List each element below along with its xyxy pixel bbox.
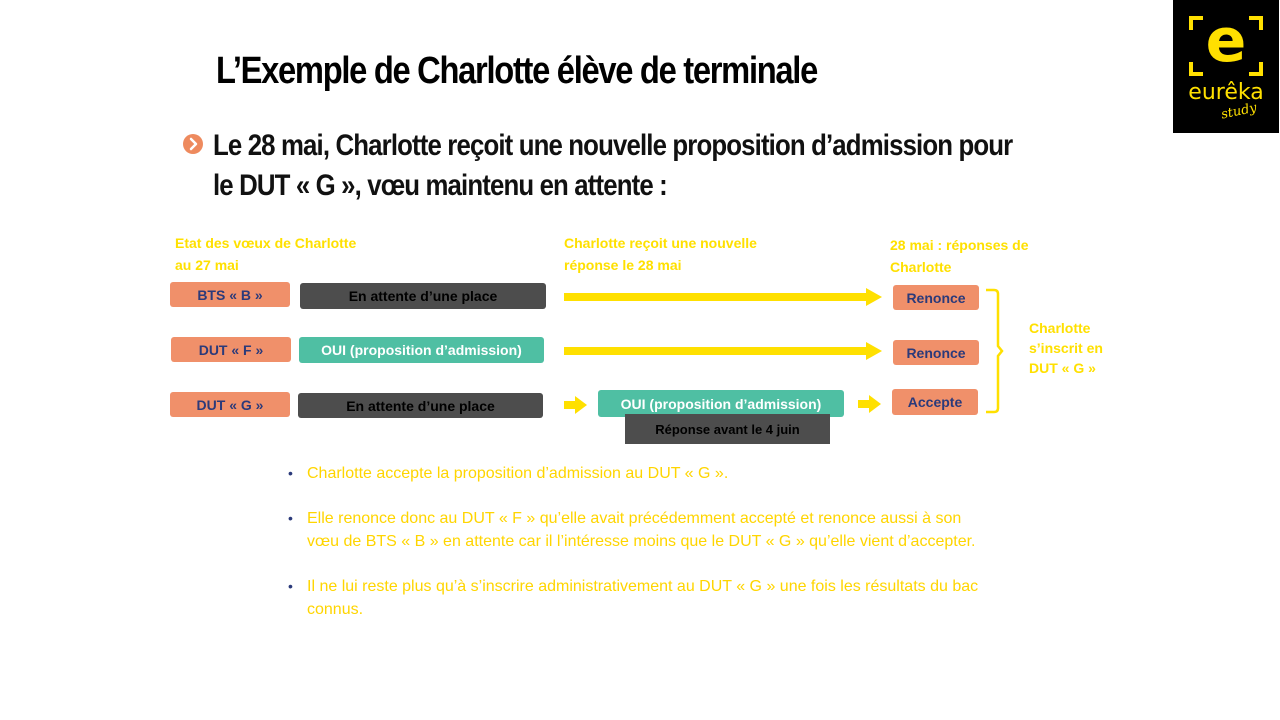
reponse-dut-g: Accepte [892,389,978,415]
intro-line-1: Le 28 mai, Charlotte reçoit une nouvelle proposition d’admission pour [213,129,1013,162]
etat-dut-f: OUI (proposition d’admission) [299,337,544,363]
bullet-item [288,462,1048,485]
logo-letter: e [1205,6,1247,76]
header-line: réponse le 28 mai [564,257,682,273]
bullet-line: connus. [307,601,364,618]
bullet-line: • Il ne lui reste plus qu’à s’inscrire administrativement au DUT « G » une fois les résultats du bac [307,578,979,595]
delai-reponse: Réponse avant le 4 juin [625,414,830,444]
long-arrow-icon [564,342,884,360]
etat-bts-b: En attente d’une place [300,283,546,309]
bullet-line: vœu de BTS « B » en attente car il l’intéresse moins que le DUT « G » qu’elle vient d’accepter. [307,533,976,550]
header-line: Charlotte reçoit une nouvelle [564,235,757,251]
intro-line-2: le DUT « G », vœu maintenu en attente : [213,169,667,202]
arrow-circle-right-icon [183,134,203,154]
slide-title: L’Exemple de Charlotte élève de terminale [216,50,817,92]
conclusion-line: DUT « G » [1029,360,1096,376]
conclusion-line: Charlotte [1029,320,1091,336]
bullet-line: • Charlotte accepte la proposition d’admission au DUT « G ». [307,465,729,482]
conclusion-label [1029,318,1103,378]
bullet-item [288,575,1048,621]
header-line: Etat des vœux de Charlotte [175,235,357,251]
long-arrow-icon [564,288,884,306]
conclusion-line: s’inscrit en [1029,340,1103,356]
header-line: 28 mai : réponses de [890,237,1029,253]
voeu-dut-g: DUT « G » [170,392,290,417]
voeu-bts-b: BTS « B » [170,282,290,307]
voeu-dut-f: DUT « F » [171,337,291,362]
bracket-icon [984,288,1004,414]
reponse-bts-b: Renonce [893,285,979,310]
short-arrow-icon [858,395,882,413]
header-nouvelle-reponse [564,232,757,276]
etat-dut-g: En attente d’une place [298,393,543,418]
intro-text [213,126,1073,206]
nouvelle-proposition-dut-g: OUI (proposition d’admission) [598,390,844,417]
bullet-list [288,462,1048,643]
bullet-item [288,507,1048,553]
reponse-dut-f: Renonce [893,340,979,365]
logo-tagline: study [1219,100,1259,123]
bullet-line: • Elle renonce donc au DUT « F » qu’elle avait précédemment accepté et renonce aussi à son [307,510,962,527]
header-reponses-28-mai [890,234,1029,278]
eureka-study-logo [1173,0,1279,133]
short-arrow-icon [564,396,588,414]
header-line: Charlotte [890,259,952,275]
header-voeux-27-mai [175,232,356,276]
header-line: au 27 mai [175,257,239,273]
logo-name: eurêka [1188,80,1264,105]
